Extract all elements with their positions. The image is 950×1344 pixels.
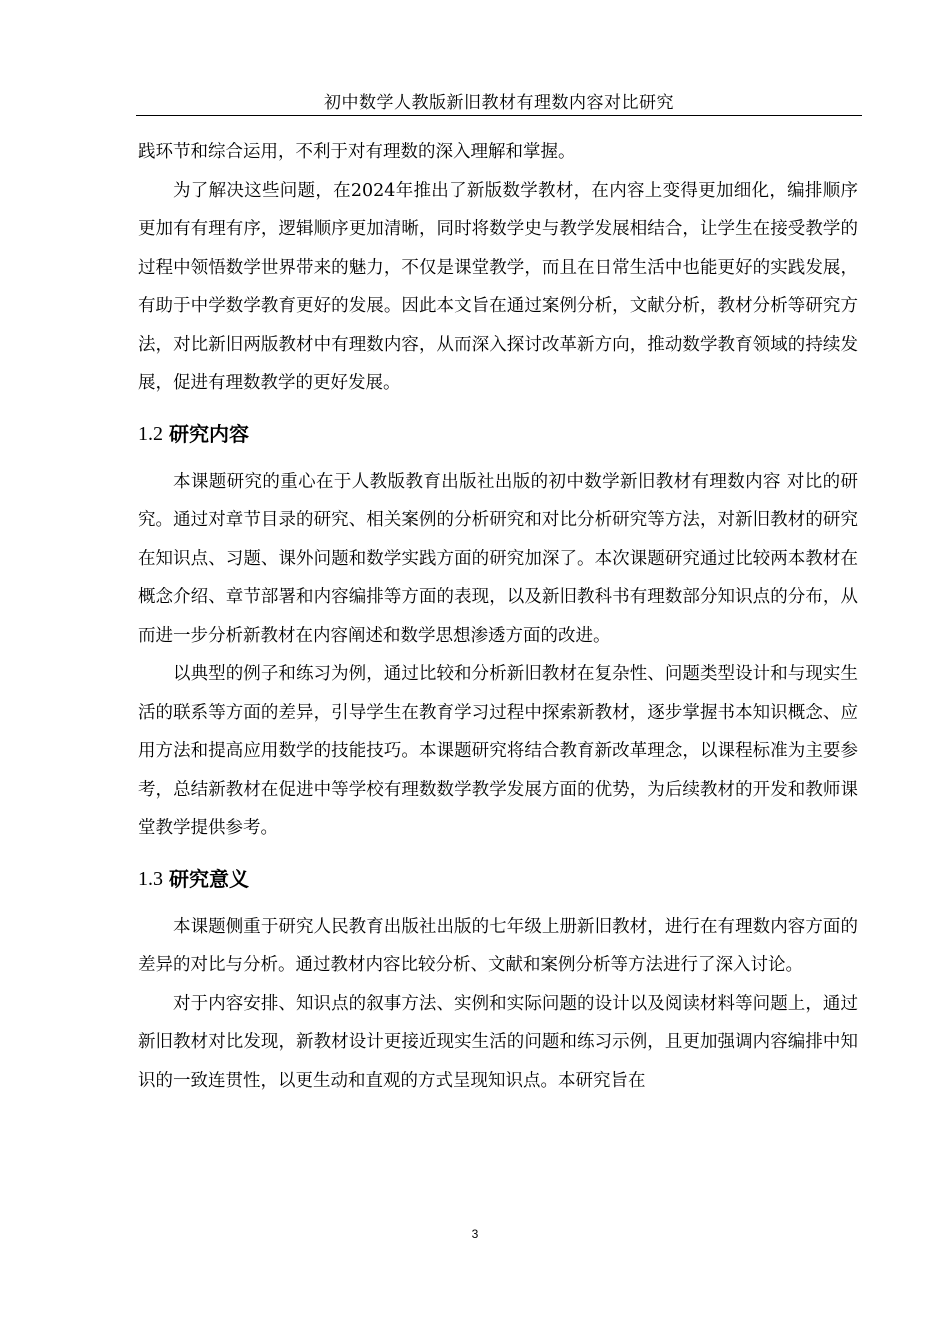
section-number: 1.3 [138,867,163,890]
paragraph: 为了解决这些问题，在2024年推出了新版数学教材，在内容上变得更加细化，编排顺序更加有有理有序，逻辑顺序更加清晰，同时将数学史与教学发展相结合，让学生在接受教学的过程中领悟数学世界带来的魅力，不仅是课堂教学，而且在日常生活中也能更好的实践发展，有助于中学数学教育更好的发展。因此本文旨在通过案例分析，文献分析，教材分析等研究方法，对比新旧两版教材中有理数内容，从而深入探讨改革新方向，推动数学教育领域的持续发展，促进有理数教学的更好发展。 [138,180,858,393]
section-number: 1.2 [138,422,163,445]
paragraph: 以典型的例子和练习为例，通过比较和分析新旧教材在复杂性、问题类型设计和与现实生活的联系等方面的差异，引导学生在教育学习过程中探索新教材，逐步掌握书本知识概念、应用方法和提高应用数学的技能技巧。本课题研究将结合教育新改革理念，以课程标准为主要参考，总结新教材在促进中等学校有理数数学教学发展方面的优势，为后续教材的开发和教师课堂教学提供参考。 [138,664,858,838]
section-heading-1-3 [138,860,858,898]
running-header: 初中数学人教版新旧教材有理数内容对比研究 [324,93,674,113]
paragraph: 本课题侧重于研究人民教育出版社出版的七年级上册新旧教材，进行在有理数内容方面的差异的对比与分析。通过教材内容比较分析、文献和案例分析等方法进行了深入讨论。 [138,916,858,975]
page-number: 3 [471,1227,479,1241]
body-text [138,133,858,1100]
paragraph: 对于内容安排、知识点的叙事方法、实例和实际问题的设计以及阅读材料等问题上，通过新旧教材对比发现，新教材设计更接近现实生活的问题和练习示例，且更加强调内容编排中知识的一致连贯性，以更生动和直观的方式呈现知识点。本研究旨在 [138,993,858,1091]
section-heading-1-2 [138,415,858,453]
section-title: 研究意义 [169,866,249,891]
paragraph-continuation: 践环节和综合运用，不利于对有理数的深入理解和掌握。 [138,142,576,162]
paragraph: 本课题研究的重心在于人教版教育出版社出版的初中数学新旧教材有理数内容 对比的研究。通过对章节目录的研究、相关案例的分析研究和对比分析研究等方法，对新旧教材的研究在知识点、习题、课外问题和数学实践方面的研究加深了。本次课题研究通过比较两本教材在概念介绍、章节部署和内容编排等方面的表现，以及新旧教科书有理数部分知识点的分布，从而进一步分析新教材在内容阐述和数学思想渗透方面的改进。 [138,471,858,646]
section-title: 研究内容 [169,421,249,446]
header-divider [136,115,862,116]
